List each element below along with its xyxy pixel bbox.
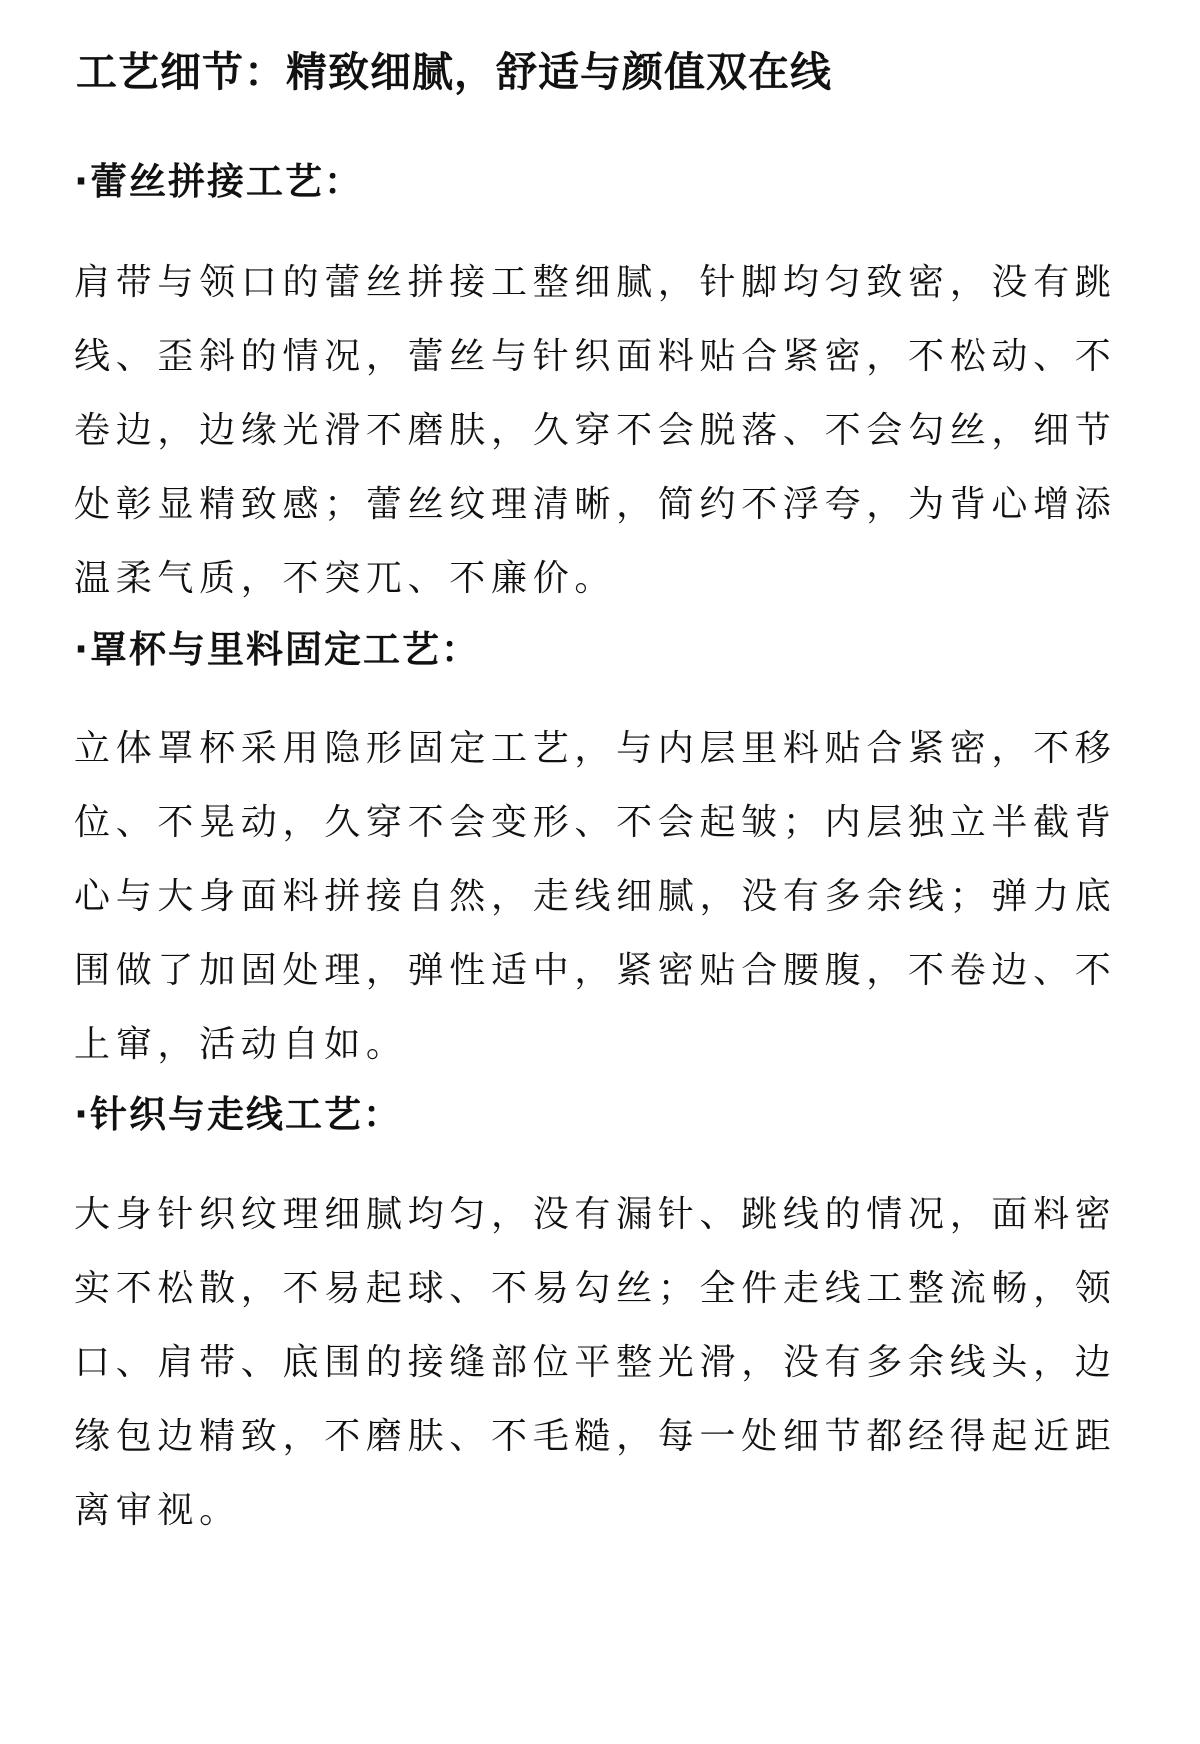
section-body-knit-stitch	[74, 1178, 1117, 1548]
text-line: 温柔气质，不突兀、不廉价。	[74, 558, 617, 599]
text-line: 离审视。	[74, 1490, 241, 1531]
text-line: 位、不晃动，久穿不会变形、不会起皱；内层独立半截背	[74, 802, 1117, 843]
text-line: 围做了加固处理，弹性适中，紧密贴合腰腹，不卷边、不	[74, 950, 1117, 991]
page-title: 工艺细节：精致细腻，舒适与颜值双在线	[76, 48, 832, 96]
section-heading-cup-lining: ·罩杯与里料固定工艺：	[74, 628, 481, 671]
text-line: 大身针织纹理细腻均匀，没有漏针、跳线的情况，面料密	[74, 1194, 1117, 1235]
text-line: 实不松散，不易起球、不易勾丝；全件走线工整流畅，领	[74, 1268, 1117, 1309]
text-line: 线、歪斜的情况，蕾丝与针织面料贴合紧密，不松动、不	[74, 336, 1117, 377]
text-line: 立体罩杯采用隐形固定工艺，与内层里料贴合紧密，不移	[74, 728, 1117, 769]
text-line: 处彰显精致感；蕾丝纹理清晰，简约不浮夸，为背心增添	[74, 484, 1117, 525]
section-heading-lace: ·蕾丝拼接工艺：	[74, 160, 364, 203]
text-line: 心与大身面料拼接自然，走线细腻，没有多余线；弹力底	[74, 876, 1117, 917]
section-heading-knit-stitch: ·针织与走线工艺：	[74, 1093, 403, 1136]
text-line: 肩带与领口的蕾丝拼接工整细腻，针脚均匀致密，没有跳	[74, 262, 1117, 303]
text-line: 上窜，活动自如。	[74, 1024, 408, 1065]
text-line: 缘包边精致，不磨肤、不毛糙，每一处细节都经得起近距	[74, 1416, 1117, 1457]
section-body-lace	[74, 246, 1117, 616]
text-line: 口、肩带、底围的接缝部位平整光滑，没有多余线头，边	[74, 1342, 1117, 1383]
section-body-cup-lining	[74, 712, 1117, 1082]
text-line: 卷边，边缘光滑不磨肤，久穿不会脱落、不会勾丝，细节	[74, 410, 1117, 451]
